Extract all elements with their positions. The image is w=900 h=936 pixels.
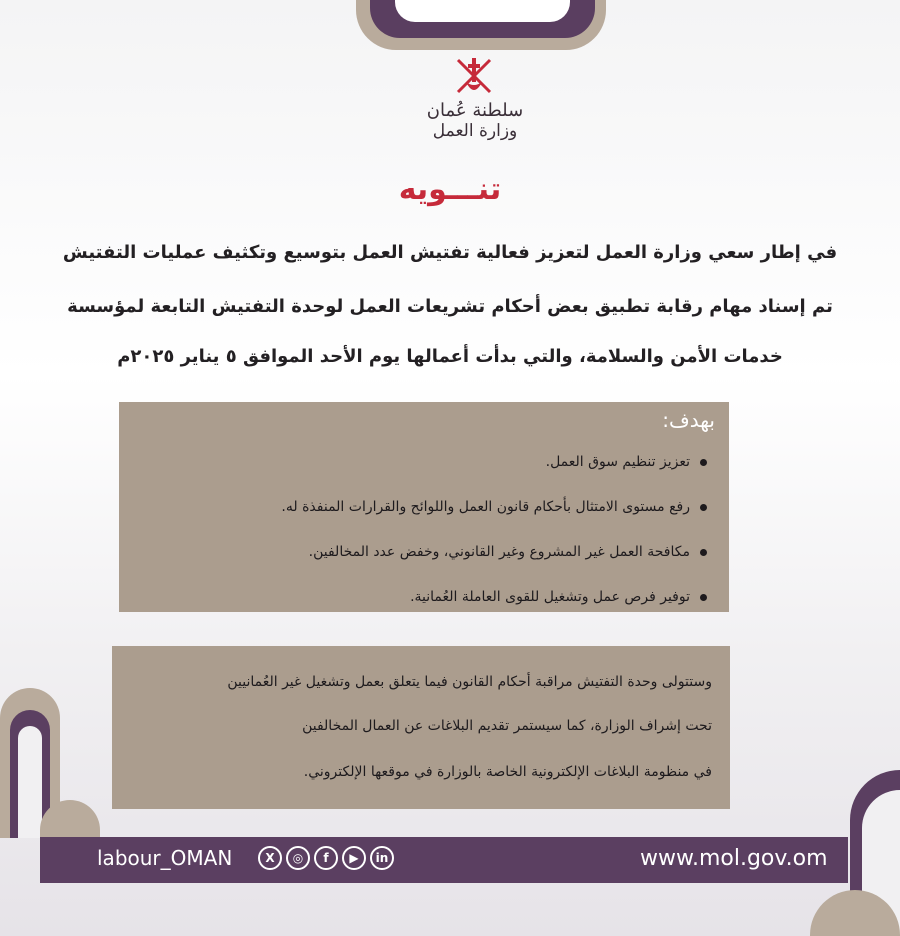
- list-item: [281, 542, 707, 587]
- social-handle[interactable]: labour_OMAN: [97, 846, 233, 870]
- list-item: [281, 587, 707, 632]
- goal-text: رفع مستوى الامتثال بأحكام قانون العمل واللوائح والقرارات المنفذة له.: [281, 499, 690, 515]
- intro-line-3: خدمات الأمن والسلامة، والتي بدأت أعمالها يوم الأحد الموافق ٥ يناير ٢٠٢٥م: [117, 346, 783, 367]
- bullet-icon: [700, 594, 707, 601]
- goals-box: [119, 402, 729, 612]
- linkedin-icon[interactable]: in: [370, 846, 394, 870]
- facebook-icon[interactable]: f: [314, 846, 338, 870]
- ministry-name: وزارة العمل: [432, 121, 518, 141]
- top-frame-inner-decoration: [395, 0, 570, 22]
- intro-line-1: في إطار سعي وزارة العمل لتعزيز فعالية تفتيش العمل بتوسيع وتكثيف عمليات التفتيش: [62, 242, 838, 263]
- website-link[interactable]: www.mol.gov.om: [640, 846, 828, 871]
- x-icon[interactable]: X: [258, 846, 282, 870]
- goal-text: مكافحة العمل غير المشروع وغير القانوني، وخفض عدد المخالفين.: [308, 544, 690, 560]
- list-item: [281, 452, 707, 497]
- instagram-icon[interactable]: ◎: [286, 846, 310, 870]
- left-arch-inner-decoration: [18, 726, 42, 838]
- sultanate-name: سلطنة عُمان: [426, 100, 524, 121]
- ministry-logo-text: [400, 100, 550, 142]
- details-line-3: في منظومة البلاغات الإلكترونية الخاصة بالوزارة في موقعها الإلكتروني.: [303, 764, 712, 780]
- youtube-icon[interactable]: ▶: [342, 846, 366, 870]
- social-icons: [258, 846, 394, 870]
- goals-list: [281, 452, 707, 632]
- goals-heading: بهدف:: [662, 408, 715, 432]
- details-line-1: وستتولى وحدة التفتيش مراقبة أحكام القانون فيما يتعلق بعمل وتشغيل غير العُمانيين: [227, 674, 712, 690]
- details-box: [112, 646, 730, 809]
- bullet-icon: [700, 459, 707, 466]
- bullet-icon: [700, 549, 707, 556]
- details-line-2: تحت إشراف الوزارة، كما سيستمر تقديم البلاغات عن العمال المخالفين: [302, 718, 712, 734]
- goal-text: توفير فرص عمل وتشغيل للقوى العاملة العُمانية.: [410, 589, 690, 605]
- bullet-icon: [700, 504, 707, 511]
- list-item: [281, 497, 707, 542]
- intro-line-2: تم إسناد مهام رقابة تطبيق بعض أحكام تشريعات العمل لوحدة التفتيش التابعة لمؤسسة: [67, 296, 833, 317]
- notice-title: تنـــويه: [398, 172, 502, 207]
- goal-text: تعزيز تنظيم سوق العمل.: [545, 454, 690, 470]
- oman-khanjar-emblem-icon: [450, 52, 498, 100]
